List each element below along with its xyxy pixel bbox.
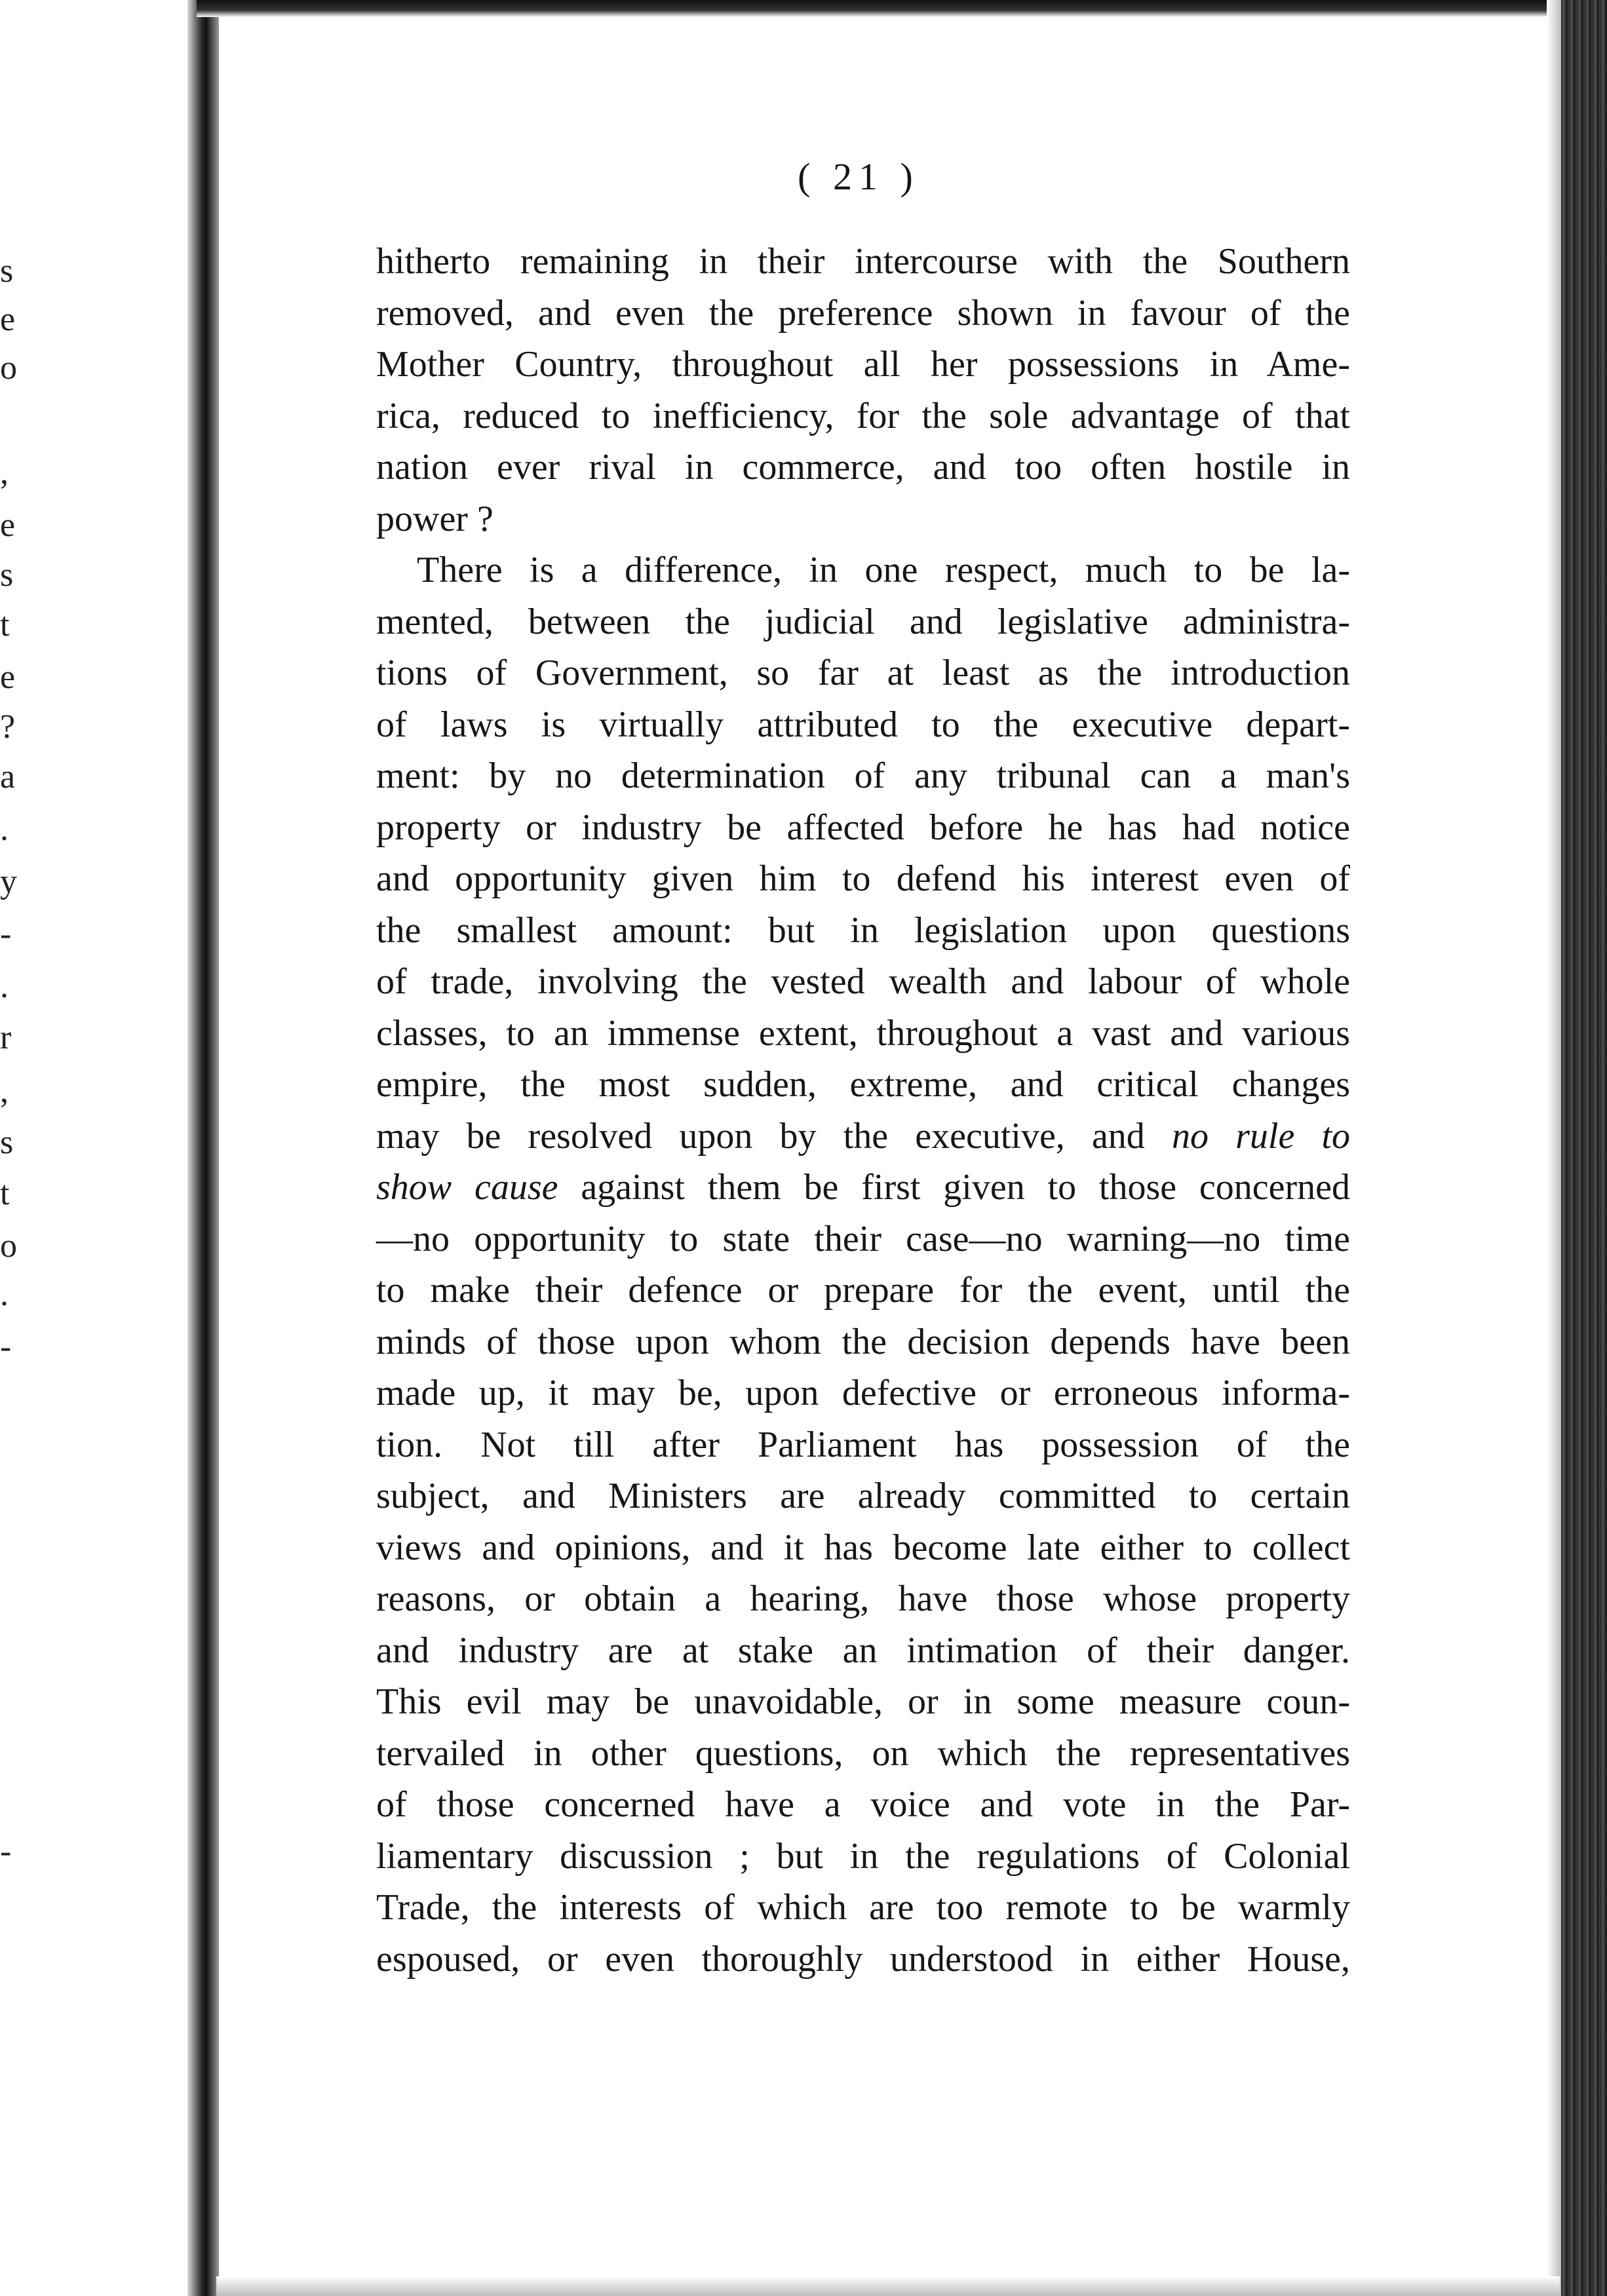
page-number: ( 21 )	[798, 155, 920, 198]
facing-page-letter: s	[0, 556, 14, 594]
facing-page-letter: -	[0, 915, 12, 953]
text-line: minds of those upon whom the decision depends have been	[376, 1321, 1350, 1362]
facing-page-letter: o	[0, 1227, 17, 1265]
facing-page-letter: ?	[0, 708, 16, 746]
page-block-edge	[1561, 0, 1607, 2296]
text-line: Trade, the interests of which are too remote to be warmly	[376, 1887, 1350, 1928]
facing-page-letter: e	[0, 507, 16, 544]
italic-run: no rule to	[1171, 1115, 1351, 1157]
facing-page-letter: t	[0, 1175, 10, 1212]
text-line: —no opportunity to state their case—no warning—no time	[376, 1218, 1350, 1259]
text-run: may be resolved upon by the executive, and	[376, 1115, 1145, 1157]
text-line: and opportunity given him to defend his interest even of	[376, 858, 1350, 899]
text-line: and industry are at stake an intimation of their danger.	[376, 1630, 1350, 1671]
facing-page-letter: .	[0, 968, 9, 1005]
facing-page-letter: r	[0, 1019, 12, 1056]
text-line: rica, reduced to inefficiency, for the sole advantage of that	[376, 395, 1350, 436]
text-line: This evil may be unavoidable, or in some measure coun-	[376, 1681, 1350, 1722]
text-line: classes, to an immense extent, throughout a vast and various	[376, 1012, 1350, 1054]
text-line: property or industry be affected before he has had notice	[376, 807, 1350, 848]
text-line: mented, between the judicial and legislative administra-	[376, 601, 1350, 642]
facing-page-letter: .	[0, 1276, 9, 1313]
facing-page-letter: ,	[0, 1073, 9, 1110]
text-line: empire, the most sudden, extreme, and critical changes	[376, 1064, 1350, 1105]
facing-page-letter: ,	[0, 454, 9, 491]
text-line: of trade, involving the vested wealth and labour of whole	[376, 961, 1350, 1002]
page-right-shade	[1547, 0, 1561, 2296]
text-line	[376, 1111, 1350, 1162]
facing-page-letter: e	[0, 659, 16, 696]
facing-page-letter: .	[0, 811, 9, 848]
facing-page-letter: -	[0, 1833, 12, 1870]
text-line: views and opinions, and it has become late either to collect	[376, 1527, 1350, 1568]
text-line	[376, 1162, 1350, 1214]
text-line: ment: by no determination of any tribunal can a man's	[376, 756, 1350, 796]
facing-page-letter: -	[0, 1328, 12, 1366]
text-line: tions of Government, so far at least as the introduction	[376, 653, 1350, 693]
facing-page-letter: t	[0, 606, 10, 643]
text-line: of those concerned have a voice and vote in the Par-	[376, 1784, 1350, 1825]
facing-page-strip	[0, 0, 208, 2296]
scan-bottom-edge	[216, 2276, 1560, 2296]
text-line: removed, and even the preference shown in favour of the	[376, 292, 1350, 334]
text-line: reasons, or obtain a hearing, have those whose property	[376, 1578, 1350, 1619]
text-line: power ?	[376, 498, 494, 539]
text-line: the smallest amount: but in legislation upon questions	[376, 909, 1350, 951]
body-text	[376, 236, 1350, 1985]
text-run: against them be first given to those concerned	[581, 1167, 1351, 1208]
text-line: There is a difference, in one respect, much to be la-	[417, 550, 1350, 590]
text-line: subject, and Ministers are already committed to certain	[376, 1476, 1350, 1516]
facing-page-letter: y	[0, 863, 17, 900]
facing-page-letter: o	[0, 349, 17, 387]
text-line: liamentary discussion ; but in the regulations of Colonial	[376, 1835, 1350, 1877]
text-line: tervailed in other questions, on which the representatives	[376, 1732, 1350, 1774]
text-line: nation ever rival in commerce, and too often hostile in	[376, 447, 1350, 488]
italic-run: show cause	[376, 1167, 558, 1208]
text-line: to make their defence or prepare for the event, until the	[376, 1270, 1350, 1311]
text-line: made up, it may be, upon defective or erroneous informa-	[376, 1373, 1350, 1413]
text-line: Mother Country, throughout all her possessions in Ame-	[376, 344, 1350, 385]
book-gutter-shadow	[187, 0, 219, 2296]
facing-page-letter: s	[0, 1124, 14, 1161]
text-line: hitherto remaining in their intercourse with the Southern	[376, 241, 1350, 282]
text-line: tion. Not till after Parliament has possession of the	[376, 1424, 1350, 1465]
text-line: of laws is virtually attributed to the executive depart-	[376, 704, 1350, 745]
facing-page-letter: a	[0, 758, 16, 795]
facing-page-letter: s	[0, 252, 14, 290]
text-line: espoused, or even thoroughly understood in either House,	[376, 1938, 1350, 1980]
facing-page-letter: e	[0, 301, 16, 338]
scan-top-edge	[197, 0, 1607, 17]
